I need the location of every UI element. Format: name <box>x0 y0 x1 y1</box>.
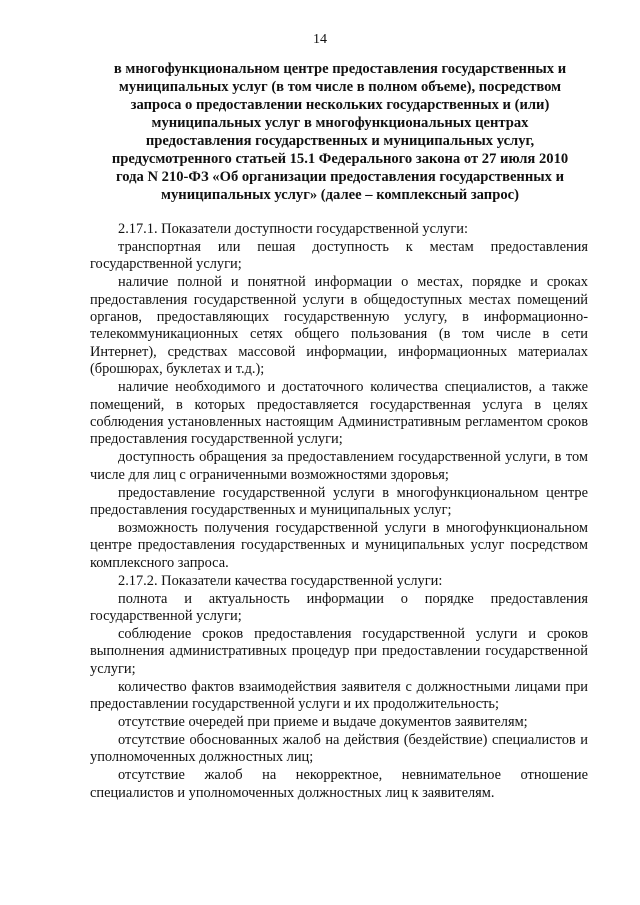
paragraph: отсутствие очередей при приеме и выдаче документов заявителям; <box>118 713 528 730</box>
paragraph: возможность получения государственной услуги в многофункциональном центре предоставления государственных и муниципальных услуг посредством комплексного запроса. <box>90 519 588 571</box>
heading-line: муниципальных услуг (в том числе в полном объеме), посредством <box>118 79 562 95</box>
section-heading <box>78 60 602 204</box>
heading-line: запроса о предоставлении нескольких государственных и (или) <box>130 97 550 113</box>
paragraph: 2.17.1. Показатели доступности государственной услуги: <box>118 221 468 237</box>
paragraph: наличие полной и понятной информации о местах, порядке и сроках предоставления государственной услуги в общедоступных местах помещений органов, предоставляющих государственную услугу, в информационно-телекоммуникационных сетях общего пользования (в том числе в сети Интернет), средствах массовой информации, информационных материалах (брошюрах, буклетах и т.д.); <box>90 274 588 378</box>
heading-line: года N 210-ФЗ «Об организации предоставления государственных и <box>116 169 564 185</box>
heading-line: предусмотренного статьей 15.1 Федерального закона от 27 июля 2010 <box>111 151 569 167</box>
paragraph: полнота и актуальность информации о порядке предоставления государственной услуги; <box>90 590 588 624</box>
paragraph: количество фактов взаимодействия заявителя с должностными лицами при предоставлении государственной услуги и их продолжительность; <box>90 678 588 712</box>
paragraph: 2.17.2. Показатели качества государственной услуги: <box>118 572 443 589</box>
page-number: 14 <box>313 32 327 47</box>
document-body <box>90 221 588 802</box>
paragraph: соблюдение сроков предоставления государственной услуги и сроков выполнения административных процедур при предоставлении государственной услуги; <box>90 625 588 677</box>
heading-line: муниципальных услуг в многофункциональных центрах <box>151 115 529 131</box>
paragraph: наличие необходимого и достаточного количества специалистов, а также помещений, в которых предоставляется государственная услуга в целях соблюдения установленных настоящим Административным регламентом сроков предоставления государственной услуги; <box>90 379 588 448</box>
heading-line: в многофункциональном центре предоставления государственных и <box>113 61 567 77</box>
paragraph: предоставление государственной услуги в многофункциональном центре предоставления государственных и муниципальных услуг; <box>90 484 588 518</box>
paragraph: отсутствие обоснованных жалоб на действия (бездействие) специалистов и уполномоченных должностных лиц; <box>90 731 588 766</box>
heading-line: муниципальных услуг» (далее – комплексный запрос) <box>161 187 519 203</box>
paragraph: отсутствие жалоб на некорректное, невнимательное отношение специалистов и уполномоченных должностных лиц к заявителям. <box>90 767 588 801</box>
paragraph: транспортная или пешая доступность к местам предоставления государственной услуги; <box>90 238 588 273</box>
paragraph: доступность обращения за предоставлением государственной услуги, в том числе для лиц с ограниченными возможностями здоровья; <box>90 449 588 483</box>
heading-line: предоставления государственных и муниципальных услуг, <box>145 133 535 149</box>
